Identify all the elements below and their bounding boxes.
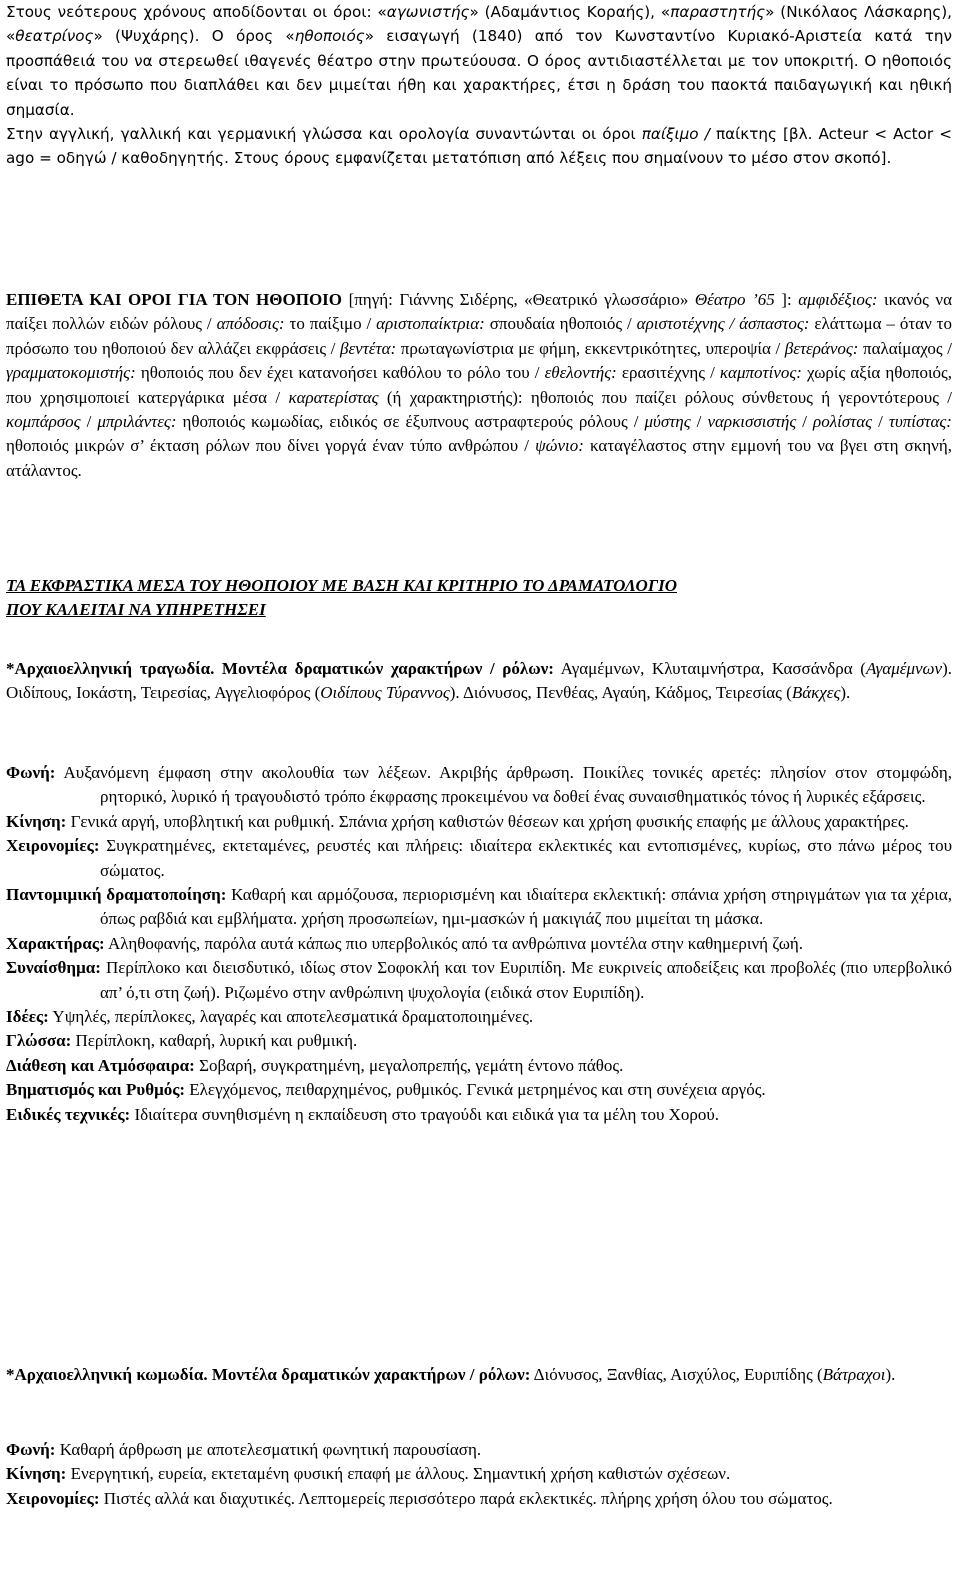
roles-text: ). xyxy=(840,683,851,703)
feature-item xyxy=(6,761,952,810)
play-title: Βάτραχοι xyxy=(822,1365,886,1384)
feature-item xyxy=(6,883,952,932)
feature-label: Φωνή: xyxy=(6,763,56,782)
feature-text: Συγκρατημένες, εκτεταμένες, ρευστές και πλήρεις: ιδιαίτερα εκλεκτικές και εντοπισμένες, κυρίως, στο πάνω μέρος του σώματος. xyxy=(99,836,952,880)
comedy-intro xyxy=(6,1363,952,1387)
roles-text: ). Οιδίπους, Ιοκάστη, Τειρεσίας, Αγγελιοφόρος ( xyxy=(6,659,953,703)
term: καμποτίνος: xyxy=(719,363,802,383)
intro-text: » (Αδαμάντιος Κοραής), « xyxy=(469,3,671,21)
comedy-features-list xyxy=(6,1438,952,1511)
roles-text: ). Διόνυσος, Πενθέας, Αγαύη, Κάδμος, Τειρεσίας ( xyxy=(449,683,792,703)
term: τυπίστας: xyxy=(888,412,952,432)
term-paiximo: παίξιμο xyxy=(641,125,699,144)
feature-text: Γενικά αργή, υποβλητική και ρυθμική. Σπάνια χρήση καθιστών θέσεων και χρήση φυσικής επαφής με άλλους χαρακτήρες. xyxy=(66,811,909,831)
tragedy-features-list xyxy=(6,761,952,1127)
term: καρατερίστας xyxy=(288,387,379,407)
term: κομπάρσος xyxy=(6,412,81,432)
feature-text: Ιδιαίτερα συνηθισμένη η εκπαίδευση στο τραγούδι και ειδικά για τα μέλη του Χορού. xyxy=(130,1104,720,1124)
roles-text: Αγαμέμνων, Κλυταιμνήστρα, Κασσάνδρα ( xyxy=(553,659,866,678)
term: ψώνιο: xyxy=(535,436,584,456)
definition: ηθοποιός μικρών σ’ έκταση ρόλων που δίνει γοργά έναν τύπο ανθρώπου / xyxy=(6,436,536,456)
feature-item xyxy=(6,932,952,956)
feature-item xyxy=(6,956,952,1005)
comedy-lead: *Αρχαιοελληνική κωμωδία. Μοντέλα δραματικών χαρακτήρων / ρόλων: xyxy=(6,1365,531,1384)
feature-text: Υψηλές, περίπλοκες, λαγαρές και αποτελεσματικά δραματοποιημένες. xyxy=(48,1007,534,1027)
definition: ηθοποιός κωμωδίας, ειδικός σε έξυπνους αστραφτερούς ρόλους / xyxy=(176,412,645,432)
source-text: ]: xyxy=(774,290,799,309)
roles-text: Διόνυσος, Ξανθίας, Αισχύλος, Ευριπίδης ( xyxy=(530,1365,823,1384)
term: ρολίστας xyxy=(813,412,873,432)
definition: (ή χαρακτηριστής): ηθοποιός που παίζει ρόλους σύνθετους ή γεροντότερους / xyxy=(378,387,952,407)
source-title: Θέατρο ’65 xyxy=(694,290,775,309)
definition: ικανός να παίξει πολλών ειδών ρόλους / xyxy=(6,290,952,334)
feature-text: Ελεγχόμενος, πειθαρχημένος, ρυθμικός. Γενικά μετρημένος και στη συνέχεια αργός. xyxy=(185,1080,766,1100)
term: αριστοτέχνης / άσπαστος: xyxy=(636,314,810,334)
play-title: Βάκχες xyxy=(791,683,841,703)
feature-item xyxy=(6,1462,952,1486)
feature-label: Φωνή: xyxy=(6,1440,56,1459)
term: απόδοσις: xyxy=(216,314,285,334)
feature-item xyxy=(6,1438,952,1462)
definition: πρωταγωνίστρια με φήμη, εκκεντρικότητες, υπεροψία / xyxy=(396,338,785,358)
feature-item xyxy=(6,1103,952,1127)
comedy-paragraph xyxy=(6,1363,952,1387)
feature-label: Χειρονομίες: xyxy=(6,1488,100,1508)
epitheta-paragraph xyxy=(6,288,952,483)
epitheta-title: ΕΠΙΘΕΤΑ ΚΑΙ ΟΡΟΙ ΓΙΑ ΤΟΝ ΗΘΟΠΟΙΟ xyxy=(6,290,343,309)
term-ithopoios: ηθοποιός xyxy=(294,27,365,46)
feature-text: Ενεργητική, ευρεία, εκτεταμένη φυσική επαφή με άλλους. Σημαντική χρήση καθιστών σχέσεων. xyxy=(66,1464,731,1484)
feature-label: Κίνηση: xyxy=(6,811,67,831)
term: μπριλάντες: xyxy=(97,412,177,432)
play-title: Οιδίπους Τύραννος xyxy=(320,683,450,703)
definition: ηθοποιός που δεν έχει κατανοήσει καθόλου το ρόλο του / xyxy=(135,363,545,383)
feature-text: Αληθοφανής, παρόλα αυτά κάπως πιο υπερβολικός από τα ανθρώπινα μοντέλα στην καθημερινή ζωή. xyxy=(104,933,804,953)
feature-text: Περίπλοκο και διεισδυτικό, ιδίως στον Σοφοκλή και τον Ευριπίδη. Με ευκρινείς αποδείξεις και προβολές (πιο υπερβολικό απ’ ό,τι στη ζωή). Ριζωμένο στην ανθρώπινη ψυχολογία (ειδικά στον Ευριπίδη). xyxy=(100,958,952,1002)
heading-line-1: ΤΑ ΕΚΦΡΑΣΤΙΚΑ ΜΕΣΑ ΤΟΥ ΗΘΟΠΟΙΟΥ ΜΕ ΒΑΣΗ ΚΑΙ ΚΡΙΤΗΡΙΟ ΤΟ ΔΡΑΜΑΤΟΛΟΓΙΟ xyxy=(6,576,677,595)
feature-text: Περίπλοκη, καθαρή, λυρική και ρυθμική. xyxy=(71,1031,358,1051)
feature-label: Χαρακτήρας: xyxy=(6,933,105,953)
feature-label: Γλώσσα: xyxy=(6,1031,72,1051)
feature-item xyxy=(6,810,952,834)
term: αριστοπαίκτρια: xyxy=(376,314,485,334)
feature-item xyxy=(6,1029,952,1053)
intro-paragraph-2 xyxy=(6,122,952,171)
intro-text: » (Νικόλαος Λάσκαρης), « xyxy=(6,3,952,46)
feature-text: Σοβαρή, συγκρατημένη, μεγαλοπρεπής, γεμάτη έντονο πάθος. xyxy=(194,1055,624,1075)
intro-text: Στην αγγλική, γαλλική και γερμανική γλώσσα και ορολογία συναντώνται οι όροι xyxy=(6,125,642,144)
feature-label: Διάθεση και Ατμόσφαιρα: xyxy=(6,1055,195,1075)
term-agonistis: αγωνιστής xyxy=(386,3,470,21)
source-text: [πηγή: Γιάννης Σιδέρης, «Θεατρικό γλωσσάριο» xyxy=(342,290,695,309)
tragedy-intro xyxy=(6,657,952,706)
feature-label: Συναίσθημα: xyxy=(6,958,101,978)
intro-section xyxy=(6,0,952,171)
feature-label: Βηματισμός και Ρυθμός: xyxy=(6,1080,186,1100)
intro-text: παίκτης [βλ. Acteur < Actor < ago = οδηγώ / καθοδηγητής. Στους όρους εμφανίζεται μετατόπιση από λέξεις που σημαίνουν το μέσο στον σκοπό]. xyxy=(6,125,952,168)
feature-item xyxy=(6,1487,952,1511)
epitheta-section xyxy=(6,288,952,483)
feature-label: Ιδέες: xyxy=(6,1007,49,1027)
term: μύστης xyxy=(644,412,691,432)
intro-text: » (Ψυχάρης). Ο όρος « xyxy=(93,27,295,46)
feature-text: Πιστές αλλά και διαχυτικές. Λεπτομερείς περισσότερο παρά εκλεκτικές. πλήρης χρήση όλου του σώματος. xyxy=(99,1488,833,1508)
intro-text: » εισαγωγή (1840) από τον Κωνσταντίνο Κυριακό-Αριστεία κατά την προσπάθειά του να στερεωθεί ιθαγενές θέατρο στην πρωτεύουσα. Ο όρος αντιδιαστέλλεται με τον υποκριτή. Ο ηθοποιός είναι το πρόσωπο που διαπλάθει και δεν μιμείται ήθη και χαρακτήρες, έτσι η δράση του παοκτά παιδαγωγική και ηθική σημασία. xyxy=(6,27,953,119)
term-theatrinos: θεατρίνος xyxy=(15,27,94,46)
definition: χωρίς αξία ηθοποιός, που χρησιμοποιεί κατεργάρικα μέσα / xyxy=(6,363,952,407)
feature-label: Ειδικές τεχνικές: xyxy=(6,1104,131,1124)
feature-item xyxy=(6,1005,952,1029)
term: εθελοντής: xyxy=(544,363,617,383)
heading-line-2: ΠΟΥ ΚΑΛΕΙΤΑΙ ΝΑ ΥΠΗΡΕΤΗΣΕΙ xyxy=(6,600,266,620)
feature-label: Κίνηση: xyxy=(6,1464,67,1484)
definition: / xyxy=(690,412,708,432)
feature-label: Χειρονομίες: xyxy=(6,836,100,856)
term: ναρκισσιστής xyxy=(707,412,797,432)
tragedy-lead: *Αρχαιοελληνική τραγωδία. Μοντέλα δραματικών χαρακτήρων / ρόλων: xyxy=(6,659,554,678)
feature-item xyxy=(6,1054,952,1078)
feature-text: Καθαρή άρθρωση με αποτελεσματική φωνητική παρουσίαση. xyxy=(55,1440,482,1459)
feature-text: Αυξανόμενη έμφαση στην ακολουθία των λέξεων. Ακριβής άρθρωση. Ποικίλες τονικές αρετές: πλησίον στον στομφώδη, ρητορικό, λυρικό ή τραγουδιστό τρόπο έκφρασης προκειμένου να δοθεί ένας συναισθηματικός τόνος ή λυρικές εξάρσεις. xyxy=(55,763,952,807)
roles-text: ). xyxy=(885,1365,896,1384)
definition: το παίξιμο / xyxy=(284,314,377,334)
term: γραμματοκομιστής: xyxy=(6,363,136,383)
intro-paragraph xyxy=(6,0,952,122)
term-parastitis: παραστητής xyxy=(670,3,766,21)
term: αμφιδέξιος: xyxy=(798,290,878,309)
term: βεντέτα: xyxy=(340,338,397,358)
intro-text: Στους νεότερους χρόνους αποδίδονται οι όροι: « xyxy=(6,3,387,21)
definition: / xyxy=(80,412,98,432)
separator: / xyxy=(698,125,716,144)
feature-label: Παντομιμική δραματοποίηση: xyxy=(6,885,227,905)
definition: ελάττωμα – όταν το πρόσωπο του ηθοποιού δεν αλλάζει εκφράσεις / xyxy=(6,314,952,358)
feature-text: Καθαρή και αρμόζουσα, περιορισμένη και ιδιαίτερα εκλεκτική: σπάνια χρήση στηριγμάτων για τα χέρια, όπως ραβδιά και εμβλήματα. χρήση προσωπείων, ημι-μασκών ή μακιγιάζ που μιμείται τη μάσκα. xyxy=(100,885,952,929)
definition: / xyxy=(796,412,814,432)
definition: / xyxy=(872,412,889,432)
feature-item xyxy=(6,834,952,883)
term: βετεράνος: xyxy=(784,338,859,358)
play-title: Αγαμέμνων xyxy=(865,659,943,678)
definition: παλαίμαχος / xyxy=(858,338,952,358)
tragedy-paragraph xyxy=(6,657,952,706)
definition: καταγέλαστος στην εμμονή του να βγει στη σκηνή, ατάλαντος. xyxy=(6,436,952,480)
definition: ερασιτέχνης / xyxy=(616,363,720,383)
feature-item xyxy=(6,1078,952,1102)
definition: σπουδαία ηθοποιός / xyxy=(484,314,637,334)
section-heading xyxy=(6,574,952,623)
